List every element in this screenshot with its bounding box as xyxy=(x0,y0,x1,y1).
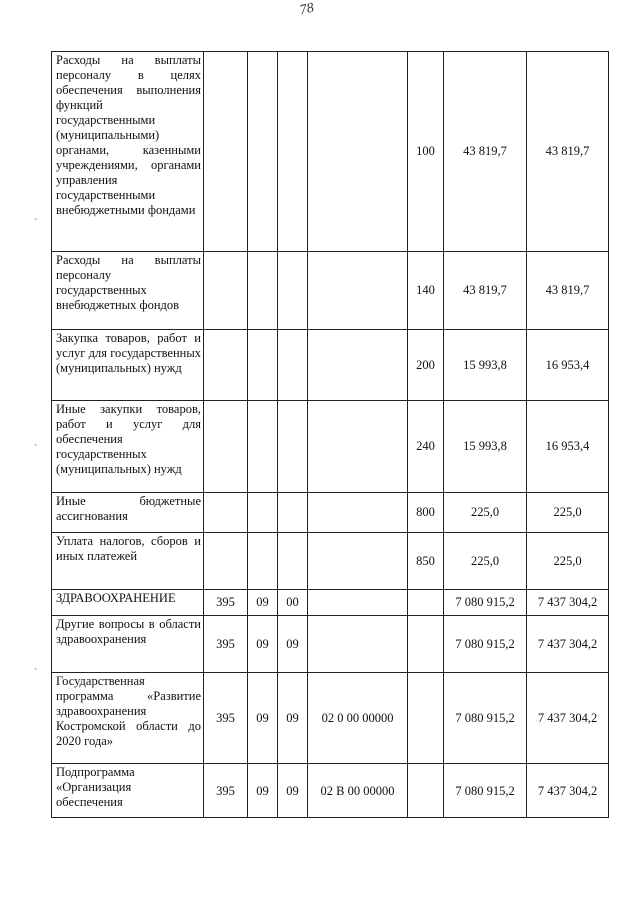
subsection-code xyxy=(278,252,308,330)
row-name: Расходы на выплаты персоналу государственных внебюджетных фондов xyxy=(52,252,204,330)
row-name: Уплата налогов, сборов и иных платежей xyxy=(52,533,204,590)
page-number-mark: 78 xyxy=(298,0,316,19)
target-article xyxy=(308,493,408,533)
amount-2020: 7 437 304,2 xyxy=(527,616,609,673)
ministry-code xyxy=(204,52,248,252)
table-row xyxy=(52,493,609,533)
expense-type: 140 xyxy=(408,252,444,330)
target-article xyxy=(308,533,408,590)
target-article: 02 В 00 00000 xyxy=(308,764,408,818)
ministry-code xyxy=(204,330,248,401)
ministry-code xyxy=(204,493,248,533)
row-name: Подпрограмма «Организация обеспечения xyxy=(52,764,204,818)
expense-type xyxy=(408,616,444,673)
amount-2019: 7 080 915,2 xyxy=(444,616,527,673)
row-name: Иные закупки товаров, работ и услуг для обеспечения государственных (муниципальных) нужд xyxy=(52,401,204,493)
ministry-code: 395 xyxy=(204,673,248,764)
table-row xyxy=(52,673,609,764)
subsection-code xyxy=(278,52,308,252)
expense-type: 850 xyxy=(408,533,444,590)
amount-2019: 7 080 915,2 xyxy=(444,764,527,818)
amount-2020: 7 437 304,2 xyxy=(527,764,609,818)
subsection-code: 00 xyxy=(278,590,308,616)
target-article xyxy=(308,616,408,673)
section-code xyxy=(248,330,278,401)
section-code xyxy=(248,401,278,493)
amount-2020: 7 437 304,2 xyxy=(527,673,609,764)
amount-2019: 43 819,7 xyxy=(444,252,527,330)
table-row xyxy=(52,590,609,616)
subsection-code xyxy=(278,330,308,401)
table-row xyxy=(52,764,609,818)
subsection-code: 09 xyxy=(278,616,308,673)
section-code: 09 xyxy=(248,590,278,616)
amount-2020: 7 437 304,2 xyxy=(527,590,609,616)
row-name: Расходы на выплаты персоналу в целях обеспечения выполнения функций государственными (муниципальными) органами, казенными учреждениями, органами управления государственными внебюджетными фондами xyxy=(52,52,204,252)
subsection-code: 09 xyxy=(278,764,308,818)
budget-table xyxy=(51,51,609,818)
ministry-code xyxy=(204,252,248,330)
ministry-code xyxy=(204,533,248,590)
target-article xyxy=(308,330,408,401)
subsection-code: 09 xyxy=(278,673,308,764)
margin-tick: ˋ xyxy=(34,668,38,679)
row-name: Другие вопросы в области здравоохранения xyxy=(52,616,204,673)
margin-tick: ˋ xyxy=(34,444,38,455)
table-row xyxy=(52,401,609,493)
amount-2019: 15 993,8 xyxy=(444,330,527,401)
ministry-code: 395 xyxy=(204,616,248,673)
ministry-code: 395 xyxy=(204,764,248,818)
section-code: 09 xyxy=(248,616,278,673)
ministry-code xyxy=(204,401,248,493)
amount-2019: 225,0 xyxy=(444,493,527,533)
row-name: Государственная программа «Развитие здравоохранения Костромской области до 2020 года» xyxy=(52,673,204,764)
section-code: 09 xyxy=(248,764,278,818)
ministry-code: 395 xyxy=(204,590,248,616)
table-row xyxy=(52,330,609,401)
section-code xyxy=(248,533,278,590)
expense-type: 240 xyxy=(408,401,444,493)
target-article: 02 0 00 00000 xyxy=(308,673,408,764)
amount-2020: 43 819,7 xyxy=(527,252,609,330)
section-code xyxy=(248,52,278,252)
margin-tick: ˋ xyxy=(34,218,38,229)
table-row xyxy=(52,252,609,330)
expense-type: 100 xyxy=(408,52,444,252)
target-article xyxy=(308,52,408,252)
amount-2019: 7 080 915,2 xyxy=(444,590,527,616)
expense-type xyxy=(408,590,444,616)
table-row xyxy=(52,533,609,590)
expense-type: 800 xyxy=(408,493,444,533)
subsection-code xyxy=(278,493,308,533)
row-name: ЗДРАВООХРАНЕНИЕ xyxy=(52,590,204,616)
amount-2019: 15 993,8 xyxy=(444,401,527,493)
table-row xyxy=(52,52,609,252)
row-name: Закупка товаров, работ и услуг для государственных (муниципальных) нужд xyxy=(52,330,204,401)
expense-type xyxy=(408,673,444,764)
target-article xyxy=(308,590,408,616)
subsection-code xyxy=(278,401,308,493)
amount-2020: 225,0 xyxy=(527,493,609,533)
amount-2019: 7 080 915,2 xyxy=(444,673,527,764)
table-row xyxy=(52,616,609,673)
amount-2020: 16 953,4 xyxy=(527,401,609,493)
amount-2020: 43 819,7 xyxy=(527,52,609,252)
amount-2020: 16 953,4 xyxy=(527,330,609,401)
amount-2019: 225,0 xyxy=(444,533,527,590)
section-code xyxy=(248,252,278,330)
row-name: Иные бюджетные ассигнования xyxy=(52,493,204,533)
expense-type xyxy=(408,764,444,818)
expense-type: 200 xyxy=(408,330,444,401)
amount-2020: 225,0 xyxy=(527,533,609,590)
section-code: 09 xyxy=(248,673,278,764)
target-article xyxy=(308,252,408,330)
subsection-code xyxy=(278,533,308,590)
amount-2019: 43 819,7 xyxy=(444,52,527,252)
target-article xyxy=(308,401,408,493)
section-code xyxy=(248,493,278,533)
